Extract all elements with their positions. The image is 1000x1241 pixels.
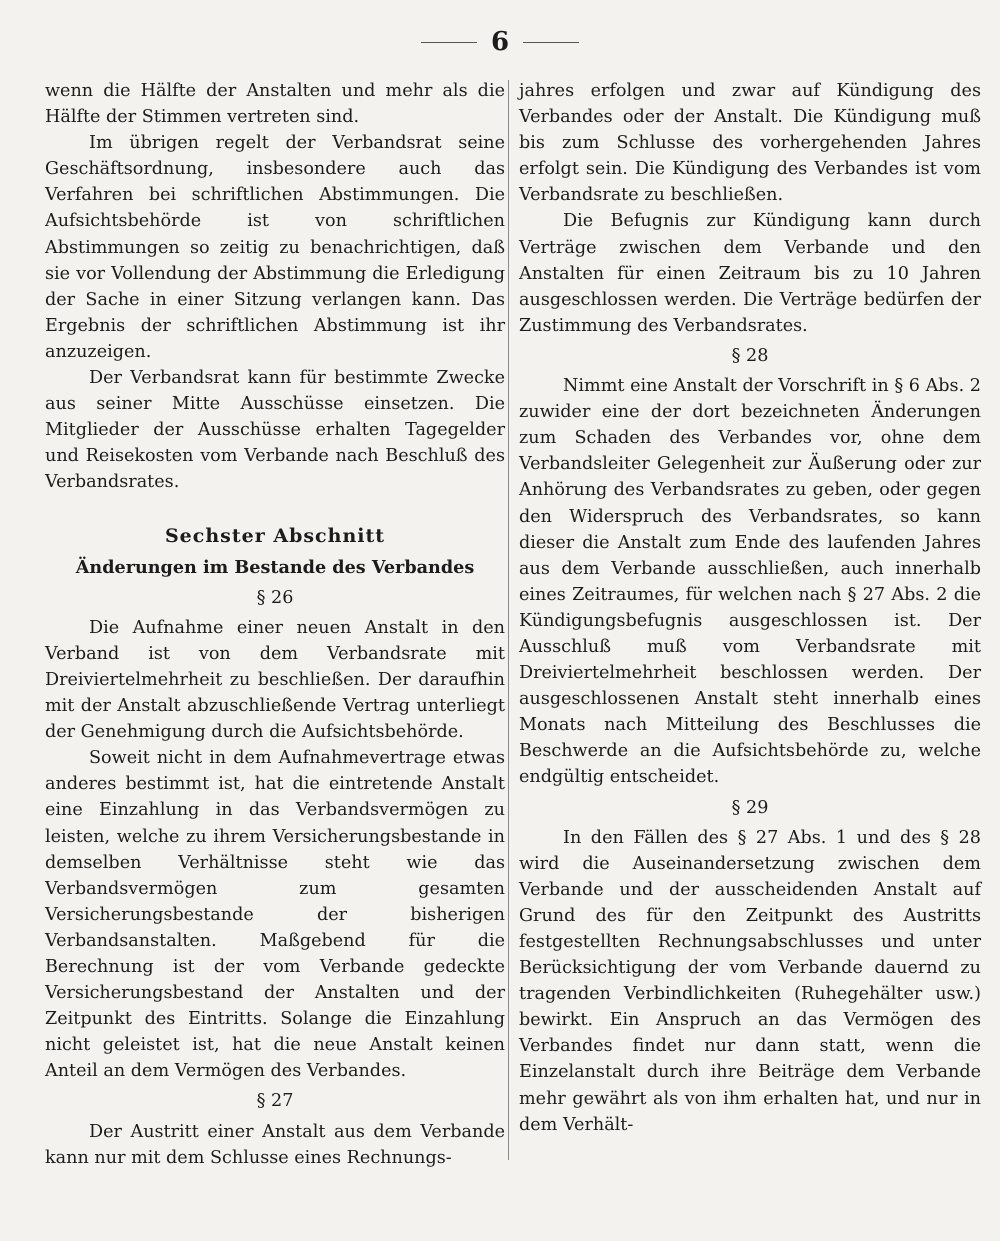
section-title: Sechster Abschnitt (164, 524, 386, 547)
paragraph: Der Austritt einer Anstalt aus dem Verbande kann nur mit dem Schlusse eines Rechnungs- (45, 1121, 505, 1168)
paragraph-number-27: § 27 (256, 1091, 294, 1112)
column-divider (508, 80, 509, 1160)
paragraph: wenn die Hälfte der Anstalten und mehr als die Hälfte der Stimmen vertreten sind. (45, 81, 505, 128)
paragraph: Die Befugnis zur Kündigung kann durch Verträge zwischen dem Verbande und den Anstalten für einen Zeitraum bis zu 10 Jahren ausgeschlossen werden. Die Verträge bedürfen der Zustimmung des Verbandsrates. (519, 211, 981, 336)
page-header (0, 22, 1000, 62)
header-rule-right (523, 42, 579, 43)
paragraph-number-28: § 28 (731, 345, 769, 366)
paragraph: Nimmt eine Anstalt der Vorschrift in § 6 Abs. 2 zuwider eine der dort bezeichneten Änderungen zum Schaden des Verbandes vor, ohne dem Verbandsleiter Gelegenheit zur Äußerung oder zur Anhörung des Verbandsrates zu geben, oder gegen den Widerspruch des Verbandsrates, so kann dieser die Anstalt zum Ende des laufenden Jahres aus dem Verbande ausschließen, auch innerhalb eines Zeitraumes, für welchen nach § 27 Abs. 2 die Kündigungsbefugnis ausgeschlossen ist. Der Ausschluß muß vom Verbandsrate mit Dreiviertelmehrheit beschlossen werden. Der ausgeschlossenen Anstalt steht innerhalb eines Monats nach Mitteilung des Beschlusses die Beschwerde an die Aufsichtsbehörde zu, welche endgültig entscheidet. (519, 376, 981, 788)
paragraph-number-26: § 26 (256, 587, 294, 608)
paragraph: Im übrigen regelt der Verbandsrat seine Geschäftsordnung, insbesondere auch das Verfahren bei schriftlichen Abstimmungen. Die Aufsichtsbehörde ist von schriftlichen Abstimmungen so zeitig zu benachrichtigen, daß sie vor Vollendung der Abstimmung die Erledigung der Sache in einer Sitzung verlangen kann. Das Ergebnis der schriftlichen Abstimmung ist ihr anzuzeigen. (45, 133, 505, 362)
paragraph: Soweit nicht in dem Aufnahmevertrage etwas anderes bestimmt ist, hat die eintretende Anstalt eine Einzahlung in das Verbandsvermögen zu leisten, welche zu ihrem Versicherungsbestande in demselben Verhältnisse steht wie das Verbandsvermögen zum gesamten Versicherungsbestande der bisherigen Verbandsanstalten. Maßgebend für die Berechnung ist der vom Verbande gedeckte Versicherungsbestand der Anstalten und der Zeitpunkt des Eintritts. Solange die Einzahlung nicht geleistet ist, hat die neue Anstalt keinen Anteil an dem Vermögen des Verbandes. (45, 748, 505, 1082)
paragraph: Die Aufnahme einer neuen Anstalt in den Verband ist von dem Verbandsrate mit Dreiviertelmehrheit zu beschließen. Der daraufhin mit der Anstalt abzuschließende Vertrag unterliegt der Genehmigung durch die Aufsichtsbehörde. (45, 617, 505, 743)
section-subtitle: Änderungen im Bestande des Verbandes (75, 556, 475, 578)
page-number: 6 (490, 27, 510, 57)
header-rule-left (421, 42, 477, 43)
right-column (519, 78, 981, 1138)
paragraph: In den Fällen des § 27 Abs. 1 und des § 28 wird die Auseinandersetzung zwischen dem Verbande und der ausscheidenden Anstalt auf Grund des für den Zeitpunkt des Austritts festgestellten Rechnungsabschlusses und unter Berücksichtigung der vom Verbande dauernd zu tragenden Verbindlichkeiten (Ruhegehälter usw.) bewirkt. Ein Anspruch an das Vermögen des Verbandes findet nur dann statt, wenn die Einzelanstalt durch ihre Beiträge dem Verbande mehr gewährt als von ihm erhalten hat, und nur in dem Verhält- (519, 827, 981, 1135)
paragraph-number-29: § 29 (731, 797, 769, 818)
paragraph: jahres erfolgen und zwar auf Kündigung des Verbandes oder der Anstalt. Die Kündigung muß bis zum Schlusse des vorhergehenden Jahres erfolgt sein. Die Kündigung des Verbandes ist vom Verbandsrate zu beschließen. (519, 81, 981, 206)
left-column (45, 78, 505, 1171)
paragraph: Der Verbandsrat kann für bestimmte Zwecke aus seiner Mitte Ausschüsse einsetzen. Die Mitglieder der Ausschüsse erhalten Tagegelder und Reisekosten vom Verbande nach Beschluß des Verbandsrates. (45, 368, 505, 493)
